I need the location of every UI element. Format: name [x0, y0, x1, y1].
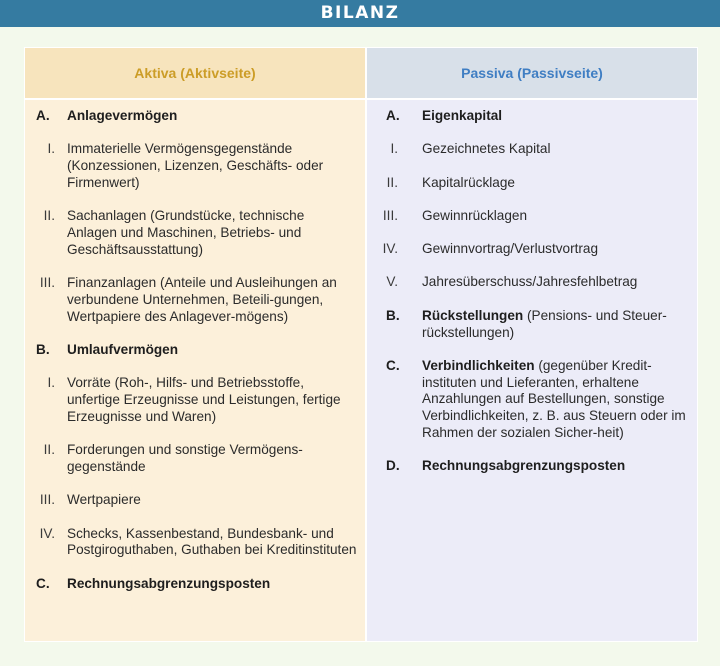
passiva-column — [367, 47, 697, 642]
passiva-entry — [367, 175, 697, 192]
entry-number: III. — [382, 207, 398, 223]
passiva-entry — [367, 274, 697, 291]
passiva-entry — [367, 458, 697, 475]
entry-number: III. — [39, 275, 55, 291]
entry-number: I. — [47, 375, 55, 391]
passiva-body — [367, 100, 697, 641]
aktiva-entry — [25, 342, 365, 359]
passiva-entry — [367, 358, 697, 442]
entry-text — [422, 108, 697, 125]
aktiva-entry — [25, 275, 365, 325]
entry-heading: Rückstellungen — [422, 307, 524, 323]
entry-description: Gewinnrücklagen — [422, 207, 528, 223]
entry-description: Sachanlagen (Grundstücke, technische Anlagen und Maschinen, Betriebs- und Geschäftsausstattung) — [67, 208, 305, 257]
entry-number: B. — [36, 341, 50, 357]
entry-number: D. — [386, 458, 400, 474]
aktiva-entry-list — [25, 100, 365, 592]
entry-description: Gezeichnetes Kapital — [422, 141, 551, 157]
entry-number: A. — [36, 108, 50, 123]
entry-description: Immaterielle Vermögensgegenstände (Konzessionen, Lizenzen, Geschäfts- oder Firmenwert) — [67, 141, 324, 190]
entry-description: Schecks, Kassenbestand, Bundesbank- und Postgiroguthaben, Guthaben bei Kreditinstituten — [67, 525, 357, 558]
entry-description: Vorräte (Roh-, Hilfs- und Betriebsstoffe, unfertige Erzeugnisse und Leistungen, fertige Erzeugnisse und Waren) — [67, 375, 341, 424]
passiva-entry — [367, 141, 697, 158]
entry-heading: Eigenkapital — [422, 108, 503, 123]
entry-number: A. — [386, 108, 400, 123]
entry-heading: Rechnungsabgrenzungsposten — [422, 458, 626, 474]
entry-text — [422, 458, 697, 475]
entry-number: I. — [390, 141, 398, 157]
entry-text — [422, 241, 697, 258]
aktiva-entry — [25, 492, 365, 509]
entry-description: Jahresüberschuss/Jahresfehlbetrag — [422, 274, 638, 290]
entry-heading: Umlaufvermögen — [67, 341, 179, 357]
aktiva-entry — [25, 526, 365, 560]
aktiva-body — [25, 100, 365, 641]
entry-number: B. — [386, 307, 400, 323]
entry-number: C. — [386, 357, 400, 373]
aktiva-entry — [25, 442, 365, 476]
entry-description: Forderungen und sonstige Vermögens-gegenstände — [67, 442, 303, 474]
passiva-entry — [367, 241, 697, 258]
passiva-header: Passiva (Passivseite) — [367, 48, 697, 98]
passiva-entry — [367, 208, 697, 225]
entry-number: I. — [47, 141, 55, 157]
aktiva-header: Aktiva (Aktivseite) — [25, 48, 365, 98]
passiva-entry — [367, 108, 697, 125]
entry-text — [422, 208, 697, 225]
entry-heading: Anlagevermögen — [67, 108, 178, 123]
passiva-entry — [367, 308, 697, 342]
entry-text — [67, 442, 365, 476]
entry-text — [67, 275, 365, 325]
entry-number: IV. — [382, 241, 398, 257]
entry-number: II. — [43, 208, 55, 224]
entry-text — [67, 526, 365, 560]
entry-number: II. — [43, 442, 55, 458]
entry-text — [67, 108, 365, 125]
entry-text — [67, 492, 365, 509]
entry-text — [422, 141, 697, 158]
entry-text — [67, 375, 365, 425]
entry-text — [67, 208, 365, 258]
aktiva-entry — [25, 375, 365, 425]
entry-number: IV. — [39, 525, 55, 541]
entry-description: (Pensions- und Steuer-rückstellungen) — [422, 307, 667, 340]
entry-number: II. — [386, 174, 398, 190]
entry-description: Kapitalrücklage — [422, 174, 515, 190]
aktiva-entry — [25, 576, 365, 593]
aktiva-column — [25, 47, 365, 642]
entry-text — [422, 274, 697, 291]
entry-description: (gegenüber Kredit-instituten und Lieferanten, erhaltene Anzahlungen auf Bestellungen, sonstige Verbindlichkeiten, z. B. aus Steuern oder im Rahmen der sozialen Sicher-heit) — [422, 357, 686, 441]
entry-description: Finanzanlagen (Anteile und Ausleihungen an verbundene Unternehmen, Beteili-gungen, Wertpapiere des Anlagever-mögens) — [67, 275, 337, 324]
aktiva-entry — [25, 141, 365, 191]
entry-text — [67, 342, 365, 359]
entry-description: Gewinnvortrag/Verlustvortrag — [422, 241, 599, 257]
page-title: BILANZ — [0, 0, 720, 27]
passiva-entry-list — [367, 100, 697, 475]
entry-description: Wertpapiere — [67, 492, 141, 508]
entry-number: V. — [386, 274, 398, 290]
entry-text — [422, 358, 697, 442]
entry-text — [67, 141, 365, 191]
entry-number: III. — [39, 492, 55, 508]
aktiva-entry — [25, 108, 365, 125]
entry-text — [67, 576, 365, 593]
aktiva-entry — [25, 208, 365, 258]
entry-heading: Verbindlichkeiten — [422, 357, 535, 373]
entry-heading: Rechnungsabgrenzungsposten — [67, 575, 271, 591]
entry-text — [422, 308, 697, 342]
balance-sheet-table — [24, 47, 698, 642]
entry-text — [422, 175, 697, 192]
entry-number: C. — [36, 575, 50, 591]
